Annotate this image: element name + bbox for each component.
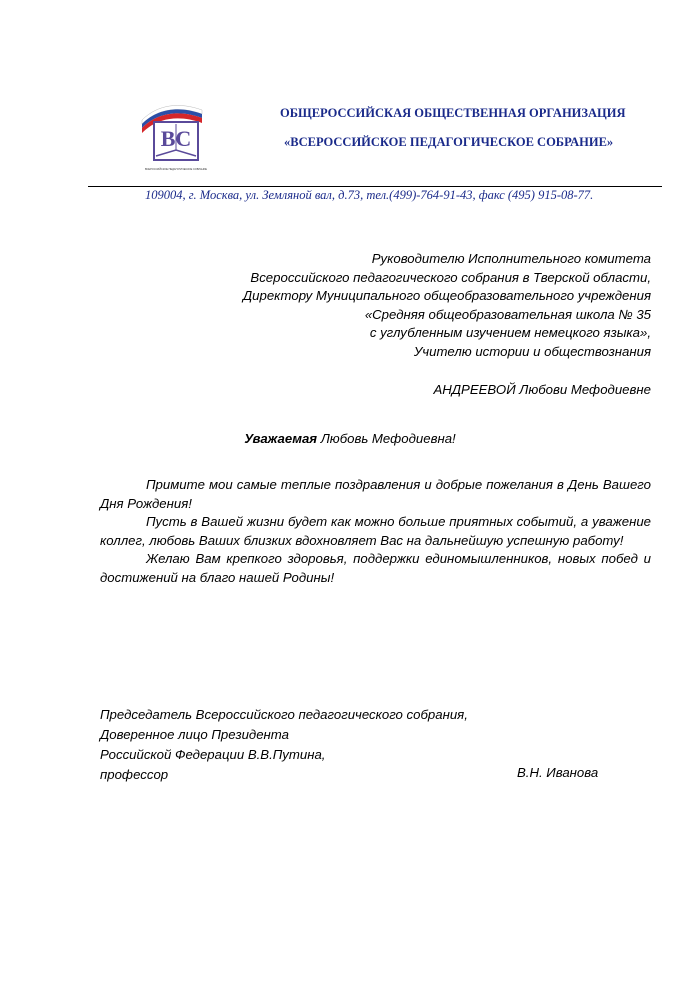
org-title-line1: ОБЩЕРОССИЙСКАЯ ОБЩЕСТВЕННАЯ ОРГАНИЗАЦИЯ [280, 106, 626, 120]
header-divider [88, 186, 662, 187]
salutation [0, 431, 700, 446]
signature-line: Доверенное лицо Президента [100, 727, 289, 742]
recipient-line: «Средняя общеобразовательная школа № 35 [364, 306, 651, 322]
recipient-name: АНДРЕЕВОЙ Любови Мефодиевне [433, 382, 651, 397]
salutation-rest: Любовь Мефодиевна! [317, 431, 456, 446]
signature-line: профессор [100, 767, 169, 782]
letter-body [100, 476, 651, 588]
org-title-line2: «ВСЕРОССИЙСКОЕ ПЕДАГОГИЧЕСКОЕ СОБРАНИЕ» [284, 135, 614, 149]
recipient-line: Руководителю Исполнительного комитета [371, 251, 651, 266]
body-paragraph: Желаю Вам крепкого здоровья, поддержки единомышленников, новых побед и достижений на благо нашей Родины! [100, 551, 651, 585]
recipient-line: с углубленным изучением немецкого языка», [369, 325, 651, 340]
signatory-name: В.Н. Иванова [517, 765, 599, 780]
recipient-line: Учителю истории и обществознания [413, 343, 651, 359]
body-paragraph: Примите мои самые теплые поздравления и добрые пожелания в День Вашего Дня Рождения! [100, 477, 651, 511]
recipient-line: Всероссийского педагогического собрания в Тверской области, [250, 269, 651, 285]
recipient-line: Директору Муниципального общеобразовательного учреждения [242, 288, 651, 303]
salutation-bold: Уважаемая [244, 431, 318, 446]
organization-logo [140, 100, 212, 178]
org-address: 109004, г. Москва, ул. Земляной вал, д.73, тел.(499)-764-91-43, факс (495) 915-08-77. [145, 188, 594, 202]
signature-line: Российской Федерации В.В.Путина, [100, 747, 326, 762]
logo-monogram: ВС [160, 126, 192, 151]
body-paragraph: Пусть в Вашей жизни будет как можно больше приятных событий, а уважение коллег, любовь Ваших близких вдохновляет Вас на дальнейшую успешную работу! [100, 514, 651, 548]
recipient-block [243, 250, 651, 361]
logo-caption: ВСЕРОССИЙСКОЕ ПЕДАГОГИЧЕСКОЕ СОБРАНИЕ [145, 167, 207, 171]
signature-block [100, 705, 468, 785]
signature-line: Председатель Всероссийского педагогического собрания, [100, 707, 468, 722]
